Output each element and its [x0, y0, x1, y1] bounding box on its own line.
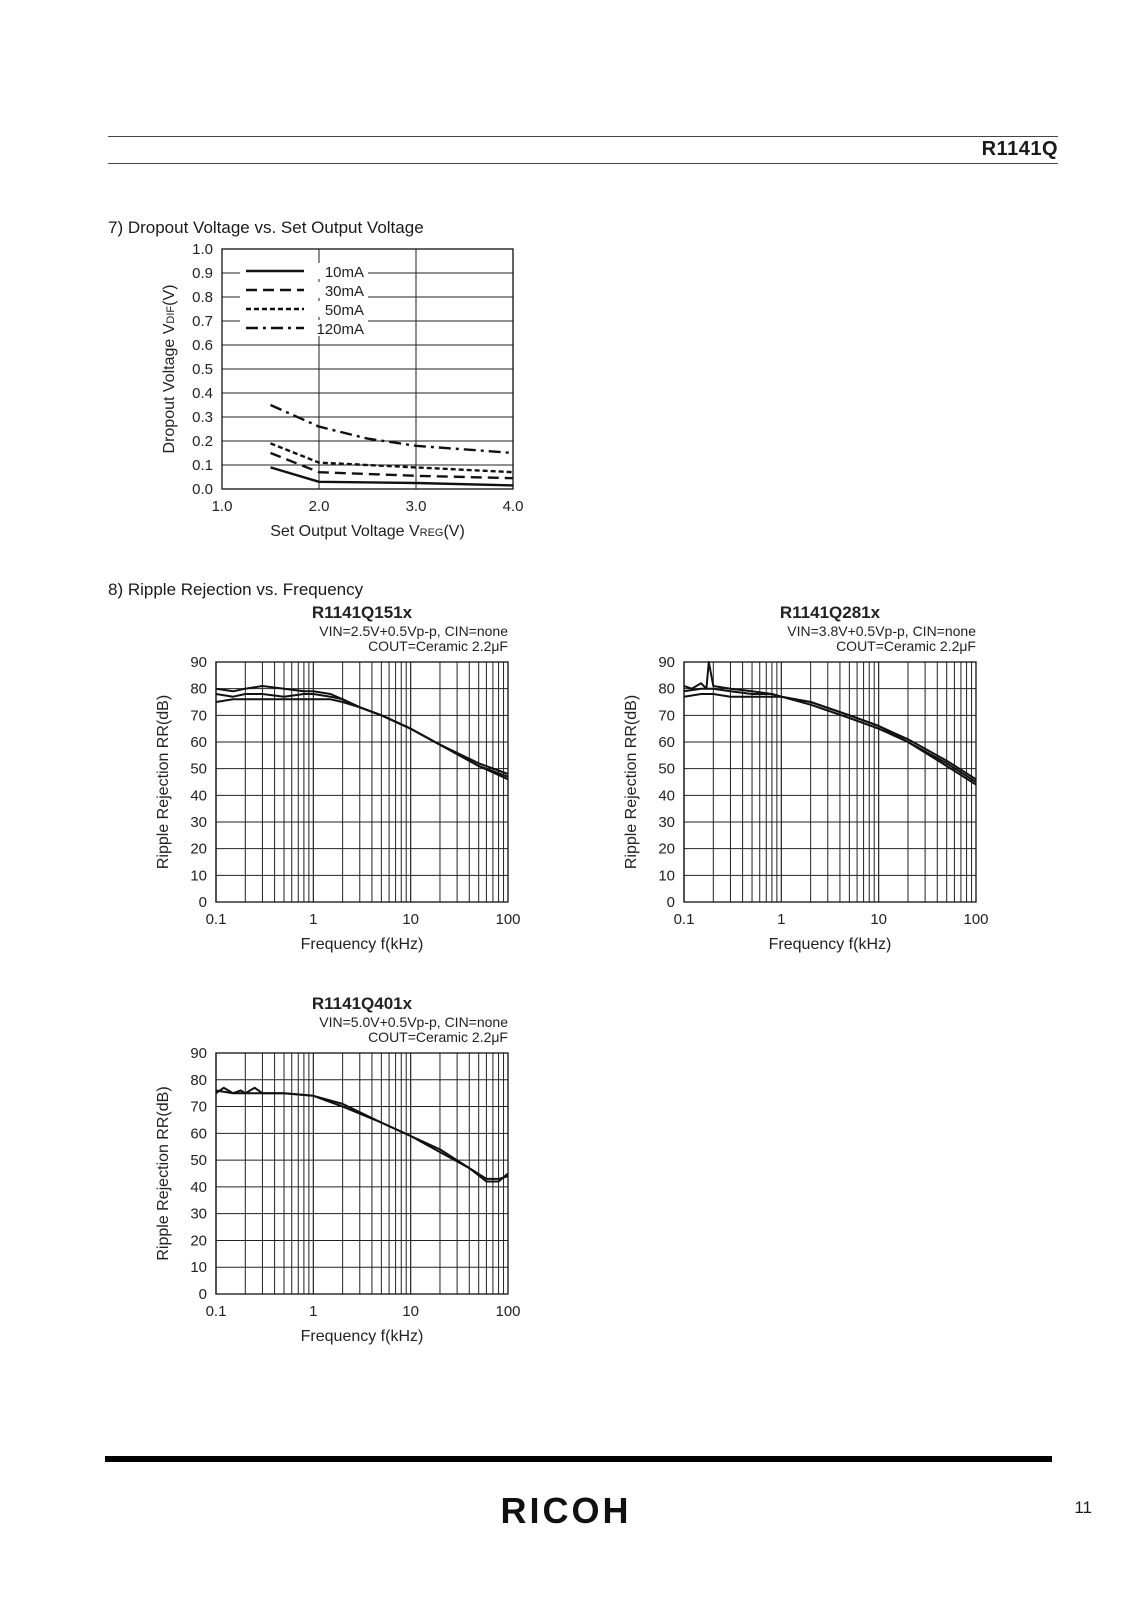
y-tick-label: 70	[658, 707, 675, 725]
chart-rr401	[155, 994, 521, 1345]
test-conditions-input: VIN=5.0V+0.5Vp-p, CIN=none	[319, 1014, 508, 1030]
x-tick-label: 100	[495, 1303, 521, 1320]
y-tick-label: 20	[658, 840, 675, 858]
test-conditions-input: VIN=3.8V+0.5Vp-p, CIN=none	[787, 623, 976, 639]
y-tick-label: 0.9	[192, 265, 213, 282]
test-conditions-input: VIN=2.5V+0.5Vp-p, CIN=none	[319, 623, 508, 639]
y-tick-label: 90	[658, 654, 675, 671]
x-axis-label: Frequency f(kHz)	[768, 936, 892, 953]
y-tick-label: 0	[666, 894, 675, 911]
grid	[216, 1053, 508, 1294]
y-tick-label: 90	[190, 654, 207, 671]
y-tick-label: 0.7	[192, 313, 213, 330]
x-tick-label: 2.0	[308, 498, 330, 515]
x-tick-label: 1	[309, 911, 318, 928]
y-tick-label: 50	[190, 1152, 207, 1170]
plot-frame	[216, 1053, 508, 1294]
y-tick-label: 40	[190, 787, 207, 805]
y-tick-label: 10	[190, 1259, 207, 1277]
x-axis-label: Frequency f(kHz)	[300, 936, 424, 953]
x-tick-label: 0.1	[205, 911, 227, 928]
grid	[684, 662, 976, 902]
y-tick-label: 0.6	[192, 337, 213, 354]
y-tick-label: 80	[658, 680, 675, 698]
y-tick-label: 60	[190, 734, 207, 751]
x-tick-label: 10	[402, 911, 420, 928]
y-tick-label: 30	[658, 814, 675, 831]
chart-title: R1141Q151x	[311, 603, 413, 622]
section-title-dropout: 7) Dropout Voltage vs. Set Output Voltage	[108, 218, 424, 237]
series-line-2	[216, 694, 508, 777]
x-axis-label: Set Output Voltage VREG(V)	[270, 523, 465, 540]
y-tick-label: 10	[658, 867, 675, 885]
page-number: 11	[1074, 1498, 1092, 1517]
y-tick-label: 80	[190, 1071, 207, 1089]
y-tick-label: 0.5	[192, 361, 213, 378]
chart-rr151	[155, 603, 521, 953]
x-tick-label: 100	[495, 911, 521, 928]
chart-title: R1141Q281x	[779, 603, 881, 622]
y-tick-label: 0.8	[192, 289, 213, 306]
x-tick-label: 10	[402, 1303, 420, 1320]
y-tick-label: 70	[190, 1098, 207, 1116]
plot-frame	[684, 662, 976, 902]
legend	[240, 263, 368, 338]
chart-dropout	[161, 241, 523, 540]
series-line-1	[684, 662, 976, 779]
x-tick-label: 10	[870, 911, 888, 928]
grid	[216, 662, 508, 902]
y-tick-label: 40	[658, 787, 675, 805]
y-tick-label: 20	[190, 1232, 207, 1250]
y-tick-label: 0	[198, 1286, 207, 1303]
test-conditions-output: COUT=Ceramic 2.2μF	[836, 638, 976, 654]
y-axis-label: Ripple Rejection RR(dB)	[155, 1086, 172, 1261]
legend-label: 30mA	[324, 283, 364, 300]
chart-title: R1141Q401x	[311, 994, 413, 1013]
series-line-120mA	[271, 405, 514, 453]
y-tick-label: 70	[190, 707, 207, 725]
legend-label: 50mA	[324, 302, 364, 319]
x-tick-label: 1.0	[211, 498, 233, 515]
y-axis-label: Dropout Voltage VDIF(V)	[161, 284, 178, 454]
x-tick-label: 4.0	[502, 498, 524, 515]
x-tick-label: 1	[309, 1303, 318, 1320]
part-number: R1141Q	[981, 138, 1058, 160]
y-tick-label: 40	[190, 1178, 207, 1196]
x-tick-label: 100	[963, 911, 989, 928]
y-tick-label: 0.3	[192, 409, 213, 426]
plot-frame	[216, 662, 508, 902]
y-tick-label: 0.1	[192, 457, 213, 474]
chart-rr281	[623, 603, 989, 953]
x-tick-label: 3.0	[405, 498, 427, 515]
y-tick-label: 30	[190, 1205, 207, 1223]
series-line-2	[684, 689, 976, 782]
y-tick-label: 60	[190, 1125, 207, 1143]
test-conditions-output: COUT=Ceramic 2.2μF	[368, 638, 508, 654]
legend-label: 120mA	[316, 321, 364, 338]
ricoh-logo: RICOH	[500, 1490, 632, 1531]
test-conditions-output: COUT=Ceramic 2.2μF	[368, 1029, 508, 1045]
y-tick-label: 80	[190, 680, 207, 698]
y-tick-label: 0	[198, 894, 207, 911]
y-tick-label: 0.2	[192, 433, 213, 450]
y-tick-label: 50	[658, 760, 675, 778]
y-axis-label: Ripple Rejection RR(dB)	[623, 694, 640, 870]
y-tick-label: 90	[190, 1045, 207, 1062]
footer-rule	[105, 1456, 1052, 1462]
x-tick-label: 1	[777, 911, 786, 928]
y-tick-label: 30	[190, 814, 207, 831]
x-tick-label: 0.1	[673, 911, 695, 928]
series-line-3	[216, 699, 508, 779]
legend-label: 10mA	[324, 264, 364, 281]
x-axis-label: Frequency f(kHz)	[300, 1328, 424, 1345]
y-tick-label: 0.4	[192, 385, 213, 402]
y-axis-label: Ripple Rejection RR(dB)	[155, 694, 172, 870]
y-tick-label: 50	[190, 760, 207, 778]
y-tick-label: 60	[658, 734, 675, 751]
series-line-2	[216, 1091, 508, 1182]
y-tick-label: 20	[190, 840, 207, 858]
section-title-ripple: 8) Ripple Rejection vs. Frequency	[108, 580, 364, 599]
y-tick-label: 1.0	[192, 241, 213, 258]
y-tick-label: 0.0	[192, 481, 213, 498]
y-tick-label: 10	[190, 867, 207, 885]
x-tick-label: 0.1	[205, 1303, 227, 1320]
